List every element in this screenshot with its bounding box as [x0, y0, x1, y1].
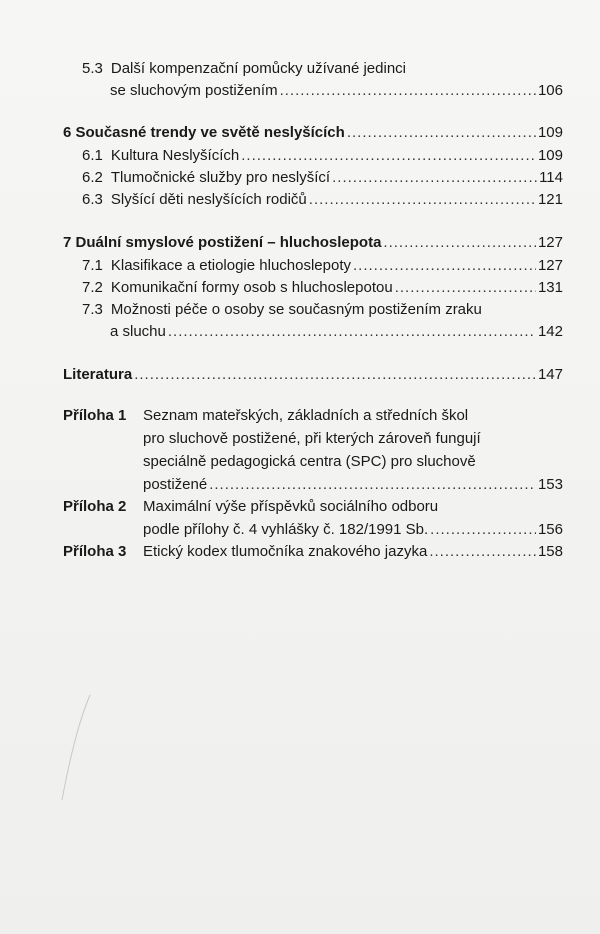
toc-chapter-7 [63, 234, 563, 252]
page-number: 142 [537, 323, 563, 340]
toc-entry-6-1 [82, 147, 563, 165]
page-number: 121 [537, 191, 563, 208]
section-title: Tlumočnické služby pro neslyšící [110, 169, 331, 186]
dot-leader [280, 82, 536, 100]
section-title-cont: se sluchovým postižením [110, 82, 278, 99]
appendix-1-line3 [143, 453, 476, 471]
toc-entry-7-3-line1 [82, 301, 482, 319]
dot-leader [383, 234, 536, 252]
appendix-3-line1 [143, 543, 563, 561]
section-title-cont: a sluchu [110, 323, 166, 340]
appendix-title: Maximální výše příspěvků sociálního odboru [143, 498, 439, 515]
page-number: 131 [537, 279, 563, 296]
appendix-3-label: Příloha 3 [63, 543, 127, 560]
appendix-title-cont: postižené [143, 476, 208, 493]
page-number: 153 [537, 476, 563, 493]
appendix-title-cont: podle přílohy č. 4 vyhlášky č. 182/1991 Sb. [143, 521, 429, 538]
appendix-2-line1 [143, 498, 438, 516]
section-number: 7.1 [82, 257, 103, 274]
appendix-title-cont: pro sluchově postižené, při kterých zároveň fungují [143, 430, 481, 447]
toc-entry-7-3-line2 [110, 323, 563, 341]
page-number: 156 [537, 521, 563, 538]
page-number: 127 [537, 234, 563, 251]
section-number: 6.1 [82, 147, 103, 164]
toc-entry-6-2 [82, 169, 563, 187]
appendix-title-cont: speciálně pedagogická centra (SPC) pro sluchově [143, 453, 476, 470]
dot-leader [347, 124, 536, 142]
toc-chapter-6 [63, 124, 563, 142]
page-number: 158 [537, 543, 563, 560]
section-title: Možnosti péče o osoby se současným postižením zraku [110, 301, 482, 318]
toc-literature [63, 366, 563, 384]
toc-entry-5-3-line1 [82, 60, 406, 78]
section-title: Další kompenzační pomůcky užívané jedinci [110, 60, 407, 77]
section-title: Komunikační formy osob s hluchoslepotou [110, 279, 393, 296]
section-title: Klasifikace a etiologie hluchoslepoty [110, 257, 352, 274]
section-title: Kultura Neslyšících [110, 147, 240, 164]
section-number: 7.2 [82, 279, 103, 296]
toc-entry-7-1 [82, 257, 563, 275]
page-number: 114 [539, 169, 563, 186]
appendix-2-label: Příloha 2 [63, 498, 127, 515]
appendix-title: Etický kodex tlumočníka znakového jazyka [143, 543, 428, 560]
toc-entry-6-3 [82, 191, 563, 209]
dot-leader [430, 521, 536, 539]
section-number: 6.2 [82, 169, 103, 186]
page-number: 106 [537, 82, 563, 99]
dot-leader [168, 323, 536, 341]
dot-leader [241, 147, 536, 165]
appendix-1-line2 [143, 430, 481, 448]
dot-leader [209, 476, 536, 494]
dot-leader [429, 543, 536, 561]
appendix-1-line1 [143, 407, 468, 425]
chapter-title: 6 Současné trendy ve světě neslyšících [63, 124, 345, 141]
chapter-title: 7 Duální smyslové postižení – hluchoslepota [63, 234, 382, 251]
literature-title: Literatura [63, 366, 133, 383]
dot-leader [309, 191, 536, 209]
pencil-mark-decoration [50, 690, 110, 810]
page-number: 109 [537, 147, 563, 164]
dot-leader [134, 366, 536, 384]
section-title: Slyšící děti neslyšících rodičů [110, 191, 307, 208]
appendix-title: Seznam mateřských, základních a středních škol [143, 407, 469, 424]
appendix-1-label: Příloha 1 [63, 407, 127, 424]
toc-entry-7-2 [82, 279, 563, 297]
page-number: 109 [537, 124, 563, 141]
dot-leader [332, 169, 537, 187]
section-number: 6.3 [82, 191, 103, 208]
section-number: 7.3 [82, 301, 103, 318]
page-number: 127 [537, 257, 563, 274]
section-number: 5.3 [82, 60, 103, 77]
appendix-1-line4 [143, 476, 563, 494]
appendix-2-line2 [143, 521, 563, 539]
toc-entry-5-3-line2 [110, 82, 563, 100]
dot-leader [353, 257, 536, 275]
dot-leader [395, 279, 536, 297]
page-number: 147 [537, 366, 563, 383]
